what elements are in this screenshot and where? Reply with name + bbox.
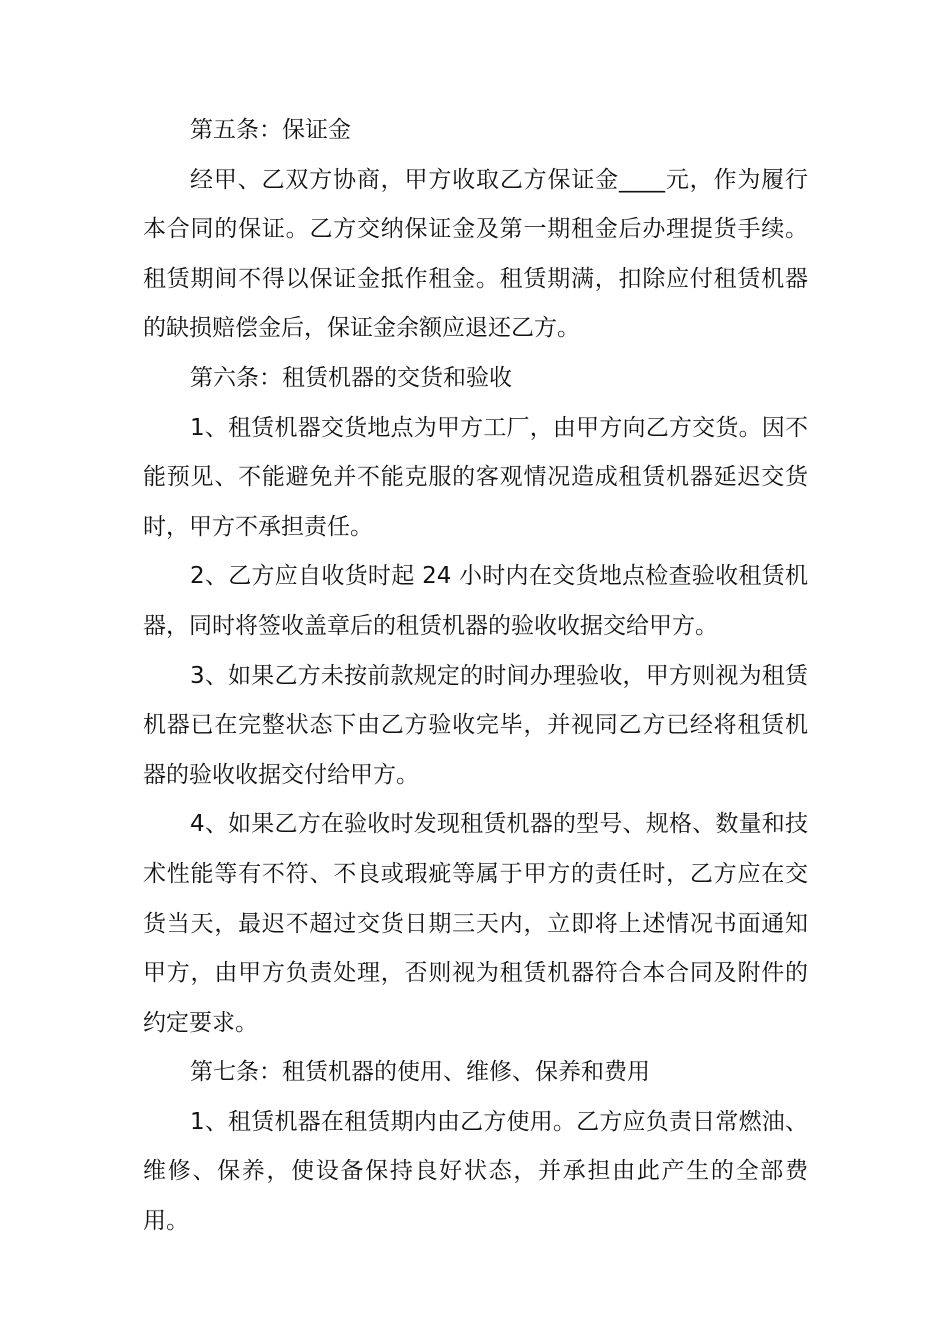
paragraph-deemed-accepted: 3、如果乙方未按前款规定的时间办理验收，甲方则视为租赁机器已在完整状态下由乙方验收完毕，并视同乙方已经将租赁机器的验收收据交付给甲方。 [143,662,808,788]
paragraph-usage-maintenance: 1、租赁机器在租赁期内由乙方使用。乙方应负责日常燃油、维修、保养，使设备保持良好状态，并承担由此产生的全部费用。 [143,1108,808,1235]
document-body [143,106,808,1247]
paragraph-inspection-24h: 2、乙方应自收货时起 24 小时内在交货地点检查验收租赁机器，同时将签收盖章后的租赁机器的验收收据交给甲方。 [143,563,808,639]
section-heading-article-6: 第六条：租赁机器的交货和验收 [190,364,512,391]
section-heading-article-5: 第五条：保证金 [190,117,351,143]
paragraph-deposit-terms: 经甲、乙双方协商，甲方收取乙方保证金____元，作为履行本合同的保证。乙方交纳保证金及第一期租金后办理提货手续。租赁期间不得以保证金抵作租金。租赁期满，扣除应付租赁机器的缺损赔偿金后，保证金余额应退还乙方。 [143,166,808,342]
section-heading-article-7: 第七条：租赁机器的使用、维修、保养和费用 [190,1059,650,1086]
paragraph-nonconformity-notice: 4、如果乙方在验收时发现租赁机器的型号、规格、数量和技术性能等有不符、不良或瑕疵等属于甲方的责任时，乙方应在交货当天，最迟不超过交货日期三天内，立即将上述情况书面通知甲方，由甲方负责处理，否则视为租赁机器符合本合同及附件的约定要求。 [143,811,808,1036]
paragraph-delivery-location: 1、租赁机器交货地点为甲方工厂，由甲方向乙方交货。因不能预见、不能避免并不能克服的客观情况造成租赁机器延迟交货时，甲方不承担责任。 [143,414,808,540]
